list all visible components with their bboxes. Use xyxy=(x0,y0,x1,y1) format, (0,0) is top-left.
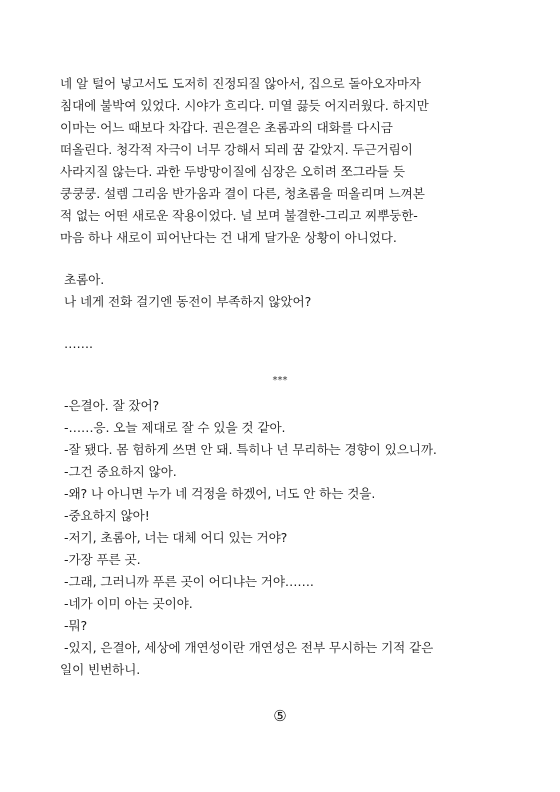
dialogue-line: -잘 됐다. 몸 험하게 쓰면 안 돼. 특히나 넌 무리하는 경향이 있으니까. xyxy=(64,442,437,457)
ellipsis-line: ……. xyxy=(64,336,93,351)
paragraph-line: 사라지질 않는다. 과한 두방망이질에 심장은 오히려 쪼그라들 듯 xyxy=(60,164,405,179)
dialogue-line: -저기, 초롬아, 너는 대체 어디 있는 거야? xyxy=(64,530,288,545)
paragraph-line: 나 네게 전화 걸기엔 동전이 부족하지 않았어? xyxy=(64,294,312,309)
page-number: ⑤ xyxy=(273,707,287,725)
paragraph-line: 마음 하나 새로이 피어난다는 건 내게 달가운 상황이 아니었다. xyxy=(60,230,397,245)
dialogue-line: -왜? 나 아니면 누가 네 걱정을 하겠어, 너도 안 하는 것을. xyxy=(64,486,376,501)
dialogue-line: -중요하지 않아! xyxy=(64,508,150,523)
scene-divider: *** xyxy=(272,375,288,386)
paragraph-line: 침대에 불박여 있었다. 시야가 흐리다. 미열 끓듯 어지러웠다. 하지만 xyxy=(60,98,429,113)
dialogue-line: -그래, 그러니까 푸른 곳이 어디냐는 거야……. xyxy=(64,574,314,589)
paragraph-line: 떠올린다. 청각적 자극이 너무 강해서 되레 꿈 같았지. 두근거림이 xyxy=(60,142,413,157)
paragraph-line: 적 없는 어떤 새로운 작용이었다. 널 보며 불결한-그리고 찌뿌둥한- xyxy=(60,208,418,223)
dialogue-line: -가장 푸른 곳. xyxy=(64,552,141,567)
dialogue-line: 일이 빈번하니. xyxy=(60,662,141,677)
paragraph-line: 초롬아. xyxy=(64,272,105,287)
dialogue-line: -있지, 은결아, 세상에 개연성이란 개연성은 전부 무시하는 기적 같은 xyxy=(64,640,434,655)
dialogue-line: -그건 중요하지 않아. xyxy=(64,464,177,479)
dialogue-line: -……응. 오늘 제대로 잘 수 있을 것 같아. xyxy=(64,420,286,435)
dialogue-line: -은결아. 잘 잤어? xyxy=(64,398,160,413)
paragraph-line: 쿵쿵쿵. 설렘 그리움 반가움과 결이 다른, 청초롬을 떠올리며 느껴본 xyxy=(60,186,425,201)
paragraph-line: 네 알 털어 넣고서도 도저히 진정되질 않아서, 집으로 돌아오자마자 xyxy=(60,76,421,91)
paragraph-line: 이마는 어느 때보다 차갑다. 권은결은 초롬과의 대화를 다시금 xyxy=(60,120,393,135)
dialogue-line: -뭐? xyxy=(64,618,88,633)
dialogue-line: -네가 이미 아는 곳이야. xyxy=(64,596,193,611)
